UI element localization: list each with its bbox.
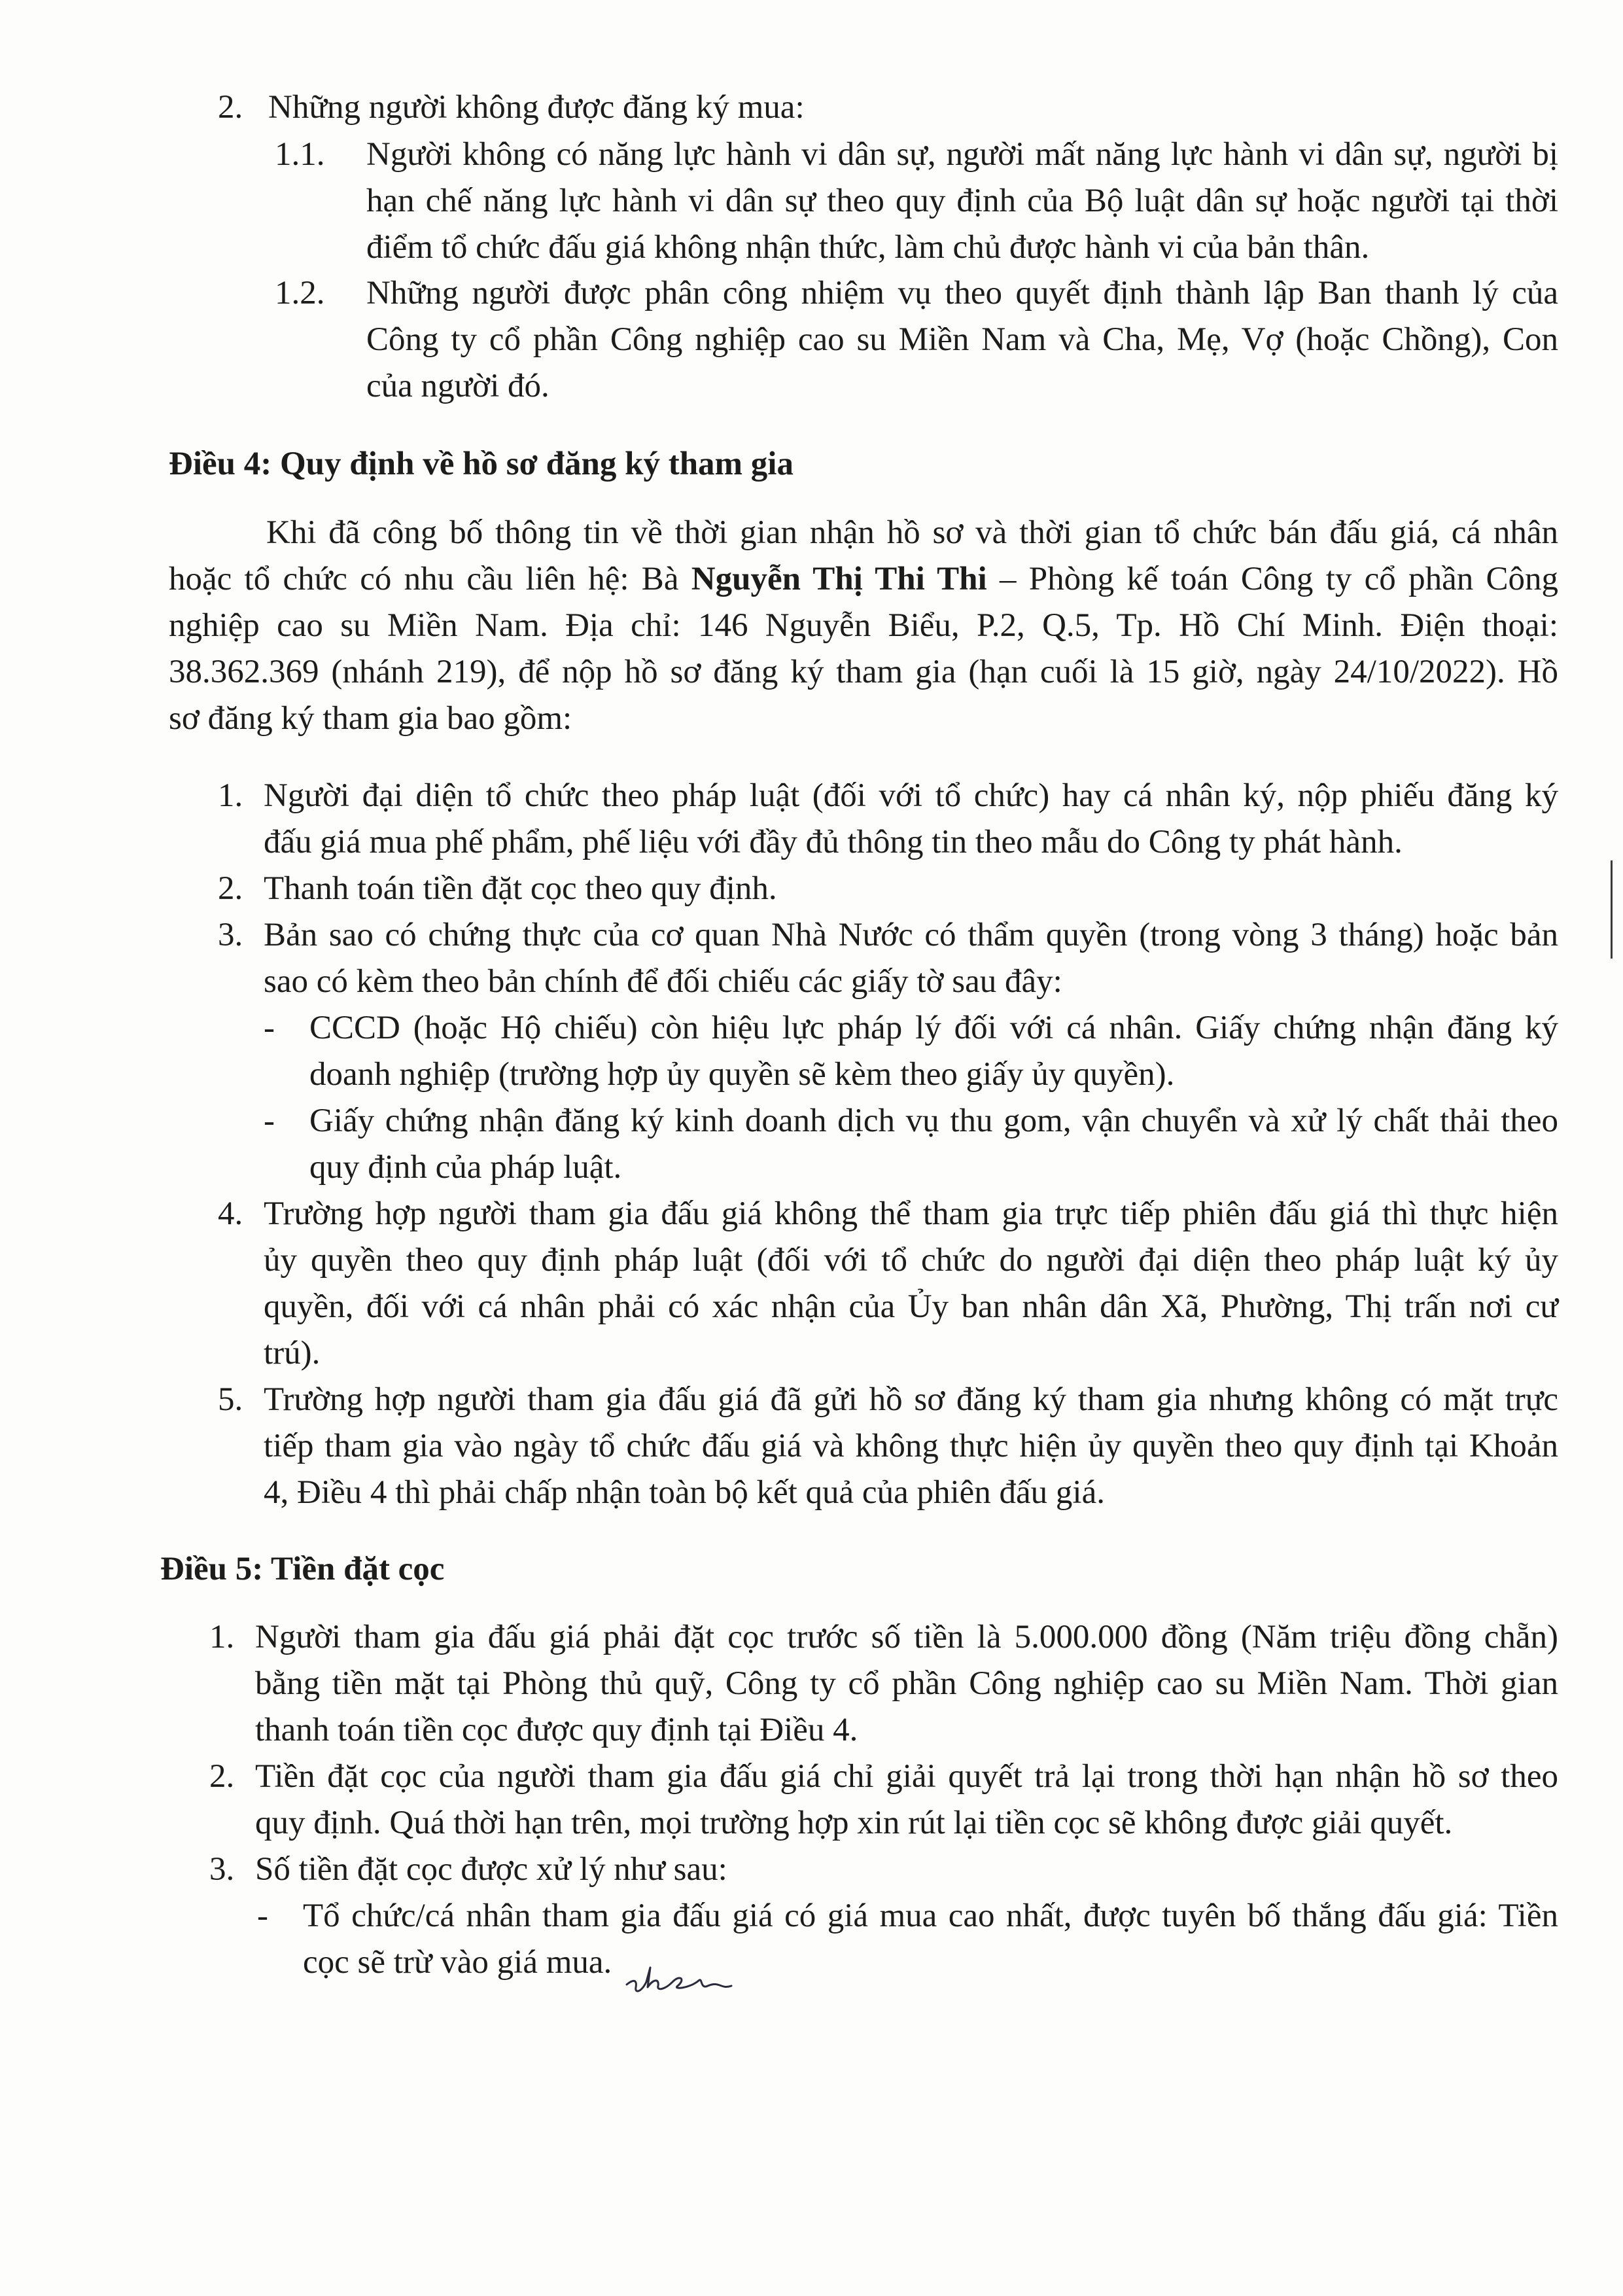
list-number: 2. (209, 1758, 235, 1795)
item-text-line: Công ty cổ phần Công nghiệp cao su Miền Nam và Cha, Mẹ, Vợ (hoặc Chồng), Con (366, 321, 1558, 358)
item-text-line: Những người được phân công nhiệm vụ theo quyết định thành lập Ban thanh lý của (366, 275, 1558, 311)
list-item-line: quy định. Quá thời hạn trên, mọi trường hợp xin rút lại tiền cọc sẽ không được giải quyết. (255, 1805, 1453, 1841)
bullet-line: quy định của pháp luật. (309, 1149, 622, 1186)
paragraph-line: nghiệp cao su Miền Nam. Địa chỉ: 146 Nguyễn Biểu, P.2, Q.5, Tp. Hồ Chí Minh. Điện thoại: (169, 607, 1558, 644)
bullet-dash: - (264, 1010, 275, 1046)
bullet-line: Giấy chứng nhận đăng ký kinh doanh dịch vụ thu gom, vận chuyển và xử lý chất thải theo (309, 1103, 1558, 1139)
list-item-line: Thanh toán tiền đặt cọc theo quy định. (264, 870, 777, 907)
list-item-line: thanh toán tiền cọc được quy định tại Điều 4. (255, 1712, 858, 1748)
section-number: 2. (218, 89, 243, 126)
list-item-line: Bản sao có chứng thực của cơ quan Nhà Nước có thẩm quyền (trong vòng 3 tháng) hoặc bản (264, 917, 1558, 953)
paragraph-line: Khi đã công bố thông tin về thời gian nhận hồ sơ và thời gian tổ chức bán đấu giá, cá nhân (266, 514, 1558, 551)
list-number: 3. (209, 1851, 235, 1888)
list-number: 4. (218, 1195, 243, 1232)
paragraph-text: hoặc tổ chức có nhu cầu liên hệ: Bà (169, 561, 691, 597)
list-item-line: Người đại diện tổ chức theo pháp luật (đối với tổ chức) hay cá nhân ký, nộp phiếu đăng ký (264, 777, 1558, 814)
paragraph-line: 38.362.369 (nhánh 219), để nộp hồ sơ đăng ký tham gia (hạn cuối là 15 giờ, ngày 24/10/2022). Hồ (169, 654, 1558, 690)
list-number: 3. (218, 917, 243, 953)
contact-name: Nguyễn Thị Thi Thi (691, 561, 987, 597)
list-item-line: Trường hợp người tham gia đấu giá đã gửi hồ sơ đăng ký tham gia nhưng không có mặt trực (264, 1381, 1558, 1418)
list-item-line: quyền, đối với cá nhân phải có xác nhận của Ủy ban nhân dân Xã, Phường, Thị trấn nơi cư (264, 1288, 1558, 1325)
item-number: 1.2. (275, 275, 325, 311)
list-item-line: sao có kèm theo bản chính để đối chiếu các giấy tờ sau đây: (264, 963, 1062, 1000)
bullet-dash: - (257, 1898, 268, 1934)
paragraph-line: sơ đăng ký tham gia bao gồm: (169, 700, 572, 737)
bullet-line: Tổ chức/cá nhân tham gia đấu giá có giá mua cao nhất, được tuyên bố thắng đấu giá: Tiền (303, 1898, 1558, 1934)
list-item-line: Người tham gia đấu giá phải đặt cọc trước số tiền là 5.000.000 đồng (Năm triệu đồng chẵn) (255, 1619, 1558, 1655)
item-text-line: điểm tổ chức đấu giá không nhận thức, làm chủ được hành vi của bản thân. (366, 229, 1370, 266)
paragraph-line (169, 558, 1558, 600)
bullet-dash: - (264, 1103, 275, 1139)
list-number: 1. (209, 1619, 235, 1655)
list-number: 5. (218, 1381, 243, 1418)
list-item-line: Trường hợp người tham gia đấu giá không thể tham gia trực tiếp phiên đấu giá thì thực hiện (264, 1195, 1558, 1232)
list-item-line: bằng tiền mặt tại Phòng thủ quỹ, Công ty cổ phần Công nghiệp cao su Miền Nam. Thời gian (255, 1665, 1558, 1702)
list-item-line: Tiền đặt cọc của người tham gia đấu giá chỉ giải quyết trả lại trong thời hạn nhận hồ sơ theo (255, 1758, 1558, 1795)
list-number: 2. (218, 870, 243, 907)
list-number: 1. (218, 777, 243, 814)
item-text-line: hạn chế năng lực hành vi dân sự theo quy định của Bộ luật dân sự hoặc người tại thời (366, 183, 1558, 219)
bullet-line: CCCD (hoặc Hộ chiếu) còn hiệu lực pháp lý đối với cá nhân. Giấy chứng nhận đăng ký (309, 1010, 1558, 1046)
item-number: 1.1. (275, 136, 325, 173)
bullet-line: doanh nghiệp (trường hợp ủy quyền sẽ kèm theo giấy ủy quyền). (309, 1056, 1175, 1093)
paragraph-text: – Phòng kế toán Công ty cổ phần Công (986, 561, 1559, 597)
list-item-line: đấu giá mua phế phẩm, phế liệu với đầy đủ thông tin theo mẫu do Công ty phát hành. (264, 824, 1403, 860)
scan-edge-mark (1611, 860, 1613, 959)
bullet-line: cọc sẽ trừ vào giá mua. (303, 1944, 612, 1981)
list-item-line: trú). (264, 1335, 321, 1371)
item-text-line: Người không có năng lực hành vi dân sự, người mất năng lực hành vi dân sự, người bị (366, 136, 1558, 173)
handwritten-initials (621, 1953, 739, 1999)
list-item-line: tiếp tham gia vào ngày tổ chức đấu giá và không thực hiện ủy quyền theo quy định tại Khoản (264, 1428, 1558, 1464)
article-5-heading: Điều 5: Tiền đặt cọc (160, 1551, 445, 1587)
list-item-line: ủy quyền theo quy định pháp luật (đối với tổ chức do người đại diện theo pháp luật ký ủy (264, 1242, 1558, 1279)
item-text-line: của người đó. (366, 368, 550, 404)
list-item-line: Số tiền đặt cọc được xử lý như sau: (255, 1851, 727, 1888)
list-item-line: 4, Điều 4 thì phải chấp nhận toàn bộ kết quả của phiên đấu giá. (264, 1474, 1105, 1511)
section-title: Những người không được đăng ký mua: (268, 89, 805, 126)
article-4-heading: Điều 4: Quy định về hồ sơ đăng ký tham gia (169, 446, 794, 482)
